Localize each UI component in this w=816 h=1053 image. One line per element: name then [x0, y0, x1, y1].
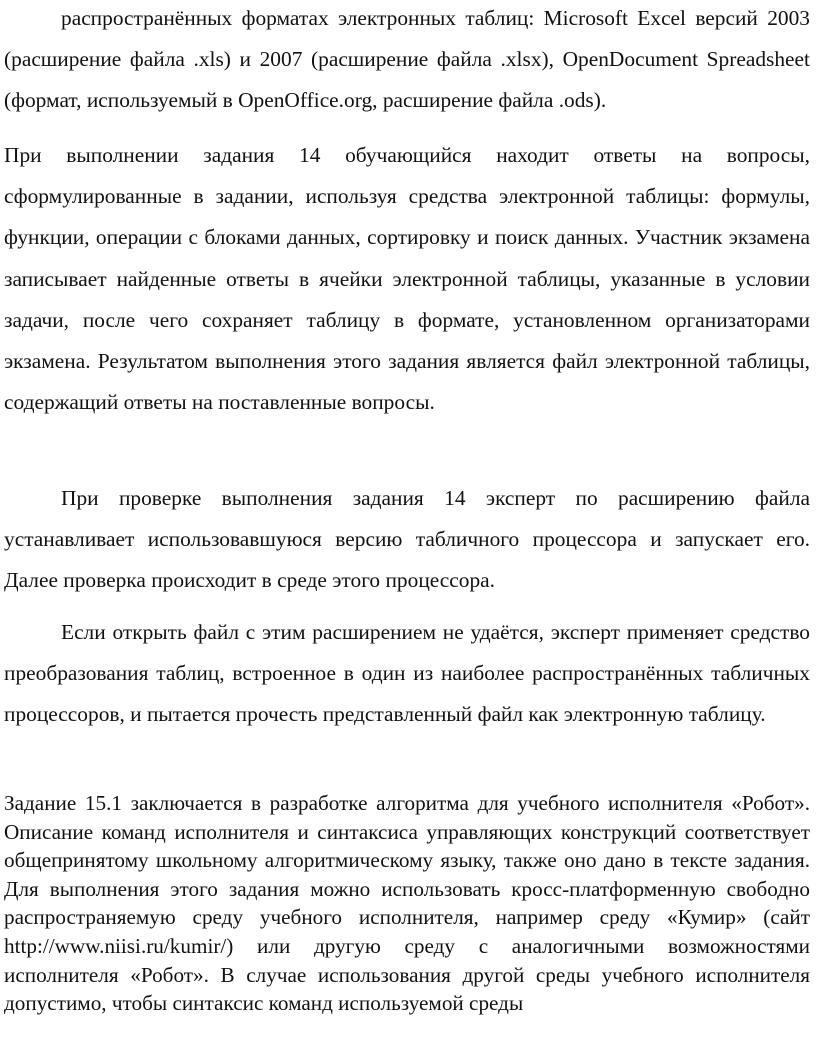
- paragraph-task-15-1: Задание 15.1 заключается в разработке алгоритма для учебного исполнителя «Робот». Описание команд исполнителя и синтаксиса управляющих конструкций соответствует общепринятому школьному алгоритмическому языку, также оно дано в тексте задания. Для выполнения этого задания можно использовать кросс-платформенную свободно распространяемую среду учебного исполнителя, например среду «Кумир» (сайт http://www.niisi.ru/kumir/) или другую среду с аналогичными возможностями исполнителя «Робот». В случае использования другой среды учебного исполнителя допустимо, чтобы синтаксис команд используемой среды: [4, 791, 810, 1016]
- paragraph-task-14-checking: При проверке выполнения задания 14 эксперт по расширению файла устанавливает использовавшуюся версию табличного процессора и запускает его. Далее проверка происходит в среде этого процессора.: [4, 486, 810, 593]
- paragraph-task-14-execution: При выполнении задания 14 обучающийся находит ответы на вопросы, сформулированные в задании, используя средства электронной таблицы: формулы, функции, операции с блоками данных, сортировку и поиск данных. Участник экзамена записывает найденные ответы в ячейки электронной таблицы, указанные в условии задачи, после чего сохраняет таблицу в формате, установленном организаторами экзамена. Результатом выполнения этого задания является файл электронной таблицы, содержащий ответы на поставленные вопросы.: [4, 143, 810, 415]
- paragraph-file-conversion: Если открыть файл с этим расширением не удаётся, эксперт применяет средство преобразования таблиц, встроенное в один из наиболее распространённых табличных процессоров, и пытается прочесть представленный файл как электронную таблицу.: [4, 620, 810, 727]
- paragraph-file-formats: распространённых форматах электронных таблиц: Microsoft Excel версий 2003 (расширение файла .xls) и 2007 (расширение файла .xlsx), OpenDocument Spreadsheet (формат, используемый в OpenOffice.org, расширение файла .ods).: [4, 6, 810, 113]
